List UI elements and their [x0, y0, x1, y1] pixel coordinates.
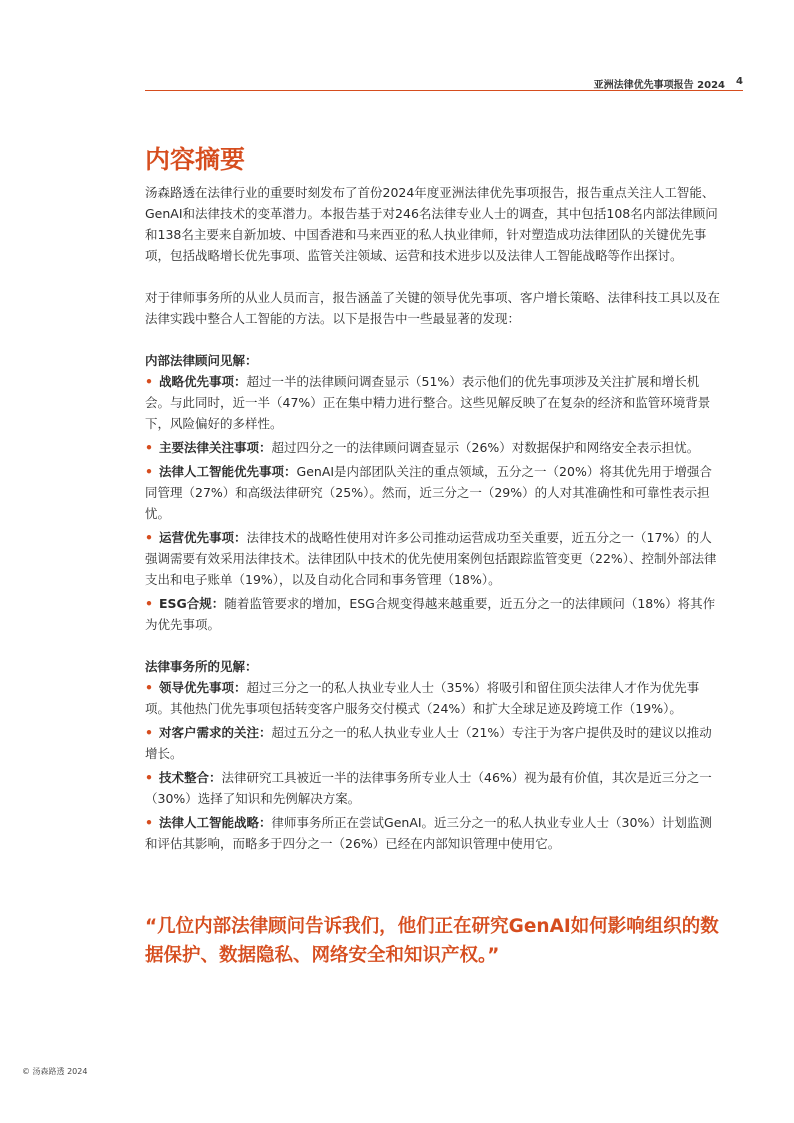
item-label: ESG合规：	[159, 596, 225, 611]
item-label: 法律人工智能战略：	[159, 815, 272, 830]
item-text: 超过三分之一的私人执业专业人士（35%）将吸引和留住顶尖法律人才作为优先事项。其他热门优先事项包括转变客户服务交付模式（24%）和扩大全球足迹及跨境工作（19%）。	[145, 680, 700, 716]
law-firms-list	[145, 677, 723, 854]
bullet-icon: •	[145, 530, 153, 545]
list-item	[145, 767, 723, 809]
intro-paragraph: 对于律师事务所的从业人员而言，报告涵盖了关键的领导优先事项、客户增长策略、法律科技工具以及在法律实践中整合人工智能的方法。以下是报告中一些最显著的发现：	[145, 290, 721, 326]
item-text: 超过一半的法律顾问调查显示（51%）表示他们的优先事项涉及关注扩展和增长机会。与此同时，近一半（47%）正在集中精力进行整合。这些见解反映了在复杂的经济和监管环境背景下，风险偏好的多样性。	[145, 374, 711, 431]
item-label: 技术整合：	[159, 770, 222, 785]
bullet-icon: •	[145, 596, 153, 611]
item-text: 超过四分之一的法律顾问调查显示（26%）对数据保护和网络安全表示担忧。	[271, 440, 700, 455]
bullet-icon: •	[145, 770, 153, 785]
item-text: GenAI是内部团队关注的重点领域，五分之一（20%）将其优先用于增强合同管理（27%）和高级法律研究（25%）。然而，近三分之一（29%）的人对其准确性和可靠性表示担忧。	[145, 464, 712, 521]
item-label: 法律人工智能优先事项：	[159, 464, 297, 479]
item-text: 法律研究工具被近一半的法律事务所专业人士（46%）视为最有价值，其次是近三分之一（30%）选择了知识和先例解决方案。	[145, 770, 712, 806]
item-label: 主要法律关注事项：	[159, 440, 272, 455]
report-title: 亚洲法律优先事项报告 2024	[593, 80, 725, 91]
bullet-icon: •	[145, 725, 153, 740]
bullet-icon: •	[145, 440, 153, 455]
item-label: 战略优先事项：	[159, 374, 247, 389]
intro-paragraph: 汤森路透在法律行业的重要时刻发布了首份2024年度亚洲法律优先事项报告，报告重点关注人工智能、GenAI和法律技术的变革潜力。本报告基于对246名法律专业人士的调查，其中包括108名内部法律顾问和138名主要来自新加坡、中国香港和马来西亚的私人执业律师，针对塑造成功法律团队的关键优先事项，包括战略增长优先事项、监管关注领域、运营和技术进步以及法律人工智能战略等作出探讨。	[145, 185, 718, 263]
page-header	[145, 76, 743, 91]
list-item	[145, 677, 723, 719]
list-item	[145, 812, 723, 854]
bullet-icon: •	[145, 374, 153, 389]
item-text: 随着监管要求的增加，ESG合规变得越来越重要，近五分之一的法律顾问（18%）将其作为优先事项。	[145, 596, 716, 632]
item-label: 对客户需求的关注：	[159, 725, 272, 740]
item-label: 运营优先事项：	[159, 530, 247, 545]
bullet-icon: •	[145, 815, 153, 830]
page-title: 内容摘要	[145, 145, 246, 174]
pull-quote: “几位内部法律顾问告诉我们，他们正在研究GenAI如何影响组织的数据保护、数据隐私、网络安全和知识产权。”	[145, 916, 719, 966]
page-number: 4	[736, 76, 743, 87]
item-text: 法律技术的战略性使用对许多公司推动运营成功至关重要，近五分之一（17%）的人强调需要有效采用法律技术。法律团队中技术的优先使用案例包括跟踪监管变更（22%）、控制外部法律支出和电子账单（19%），以及自动化合同和事务管理（18%）。	[145, 530, 717, 587]
list-item	[145, 371, 723, 434]
item-text: 律师事务所正在尝试GenAI。近三分之一的私人执业专业人士（30%）计划监测和评估其影响，而略多于四分之一（26%）已经在内部知识管理中使用它。	[145, 815, 712, 851]
in-house-list	[145, 371, 723, 635]
list-item	[145, 593, 723, 635]
in-house-heading: 内部法律顾问见解：	[145, 353, 258, 368]
bullet-icon: •	[145, 464, 153, 479]
list-item	[145, 437, 723, 458]
list-item	[145, 461, 723, 524]
bullet-icon: •	[145, 680, 153, 695]
item-label: 领导优先事项：	[159, 680, 247, 695]
item-text: 超过五分之一的私人执业专业人士（21%）专注于为客户提供及时的建议以推动增长。	[145, 725, 712, 761]
list-item	[145, 722, 723, 764]
list-item	[145, 527, 723, 590]
law-firms-heading: 法律事务所的见解：	[145, 659, 258, 674]
main-content	[145, 182, 723, 875]
copyright-footer: © 汤森路透 2024	[22, 1067, 88, 1076]
